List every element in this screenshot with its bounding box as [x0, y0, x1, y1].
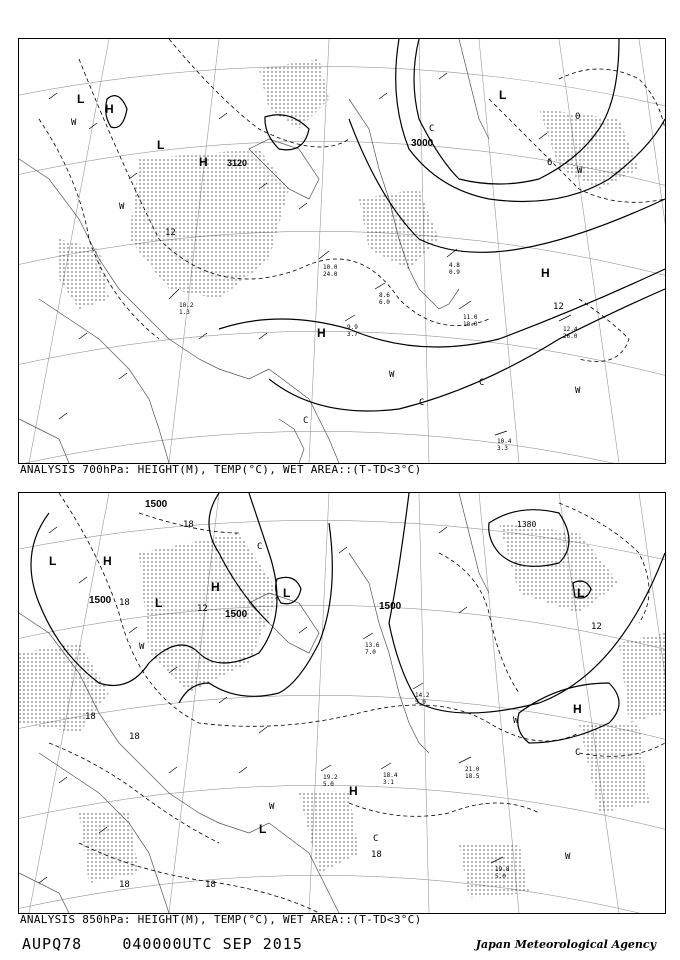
- isotherm-label: 18: [119, 598, 130, 608]
- high-marker: H: [541, 266, 550, 280]
- svg-text:18.0: 18.0: [463, 321, 478, 328]
- caption-700hpa: ANALYSIS 700hPa: HEIGHT(M), TEMP(°C), WET AREA::(T-TD<3°C): [20, 463, 422, 476]
- isotherm-label: 12: [165, 228, 176, 238]
- high-marker: H: [349, 784, 358, 798]
- warm-marker: W: [577, 166, 583, 176]
- high-marker: H: [317, 326, 326, 340]
- low-marker: L: [499, 88, 507, 102]
- station-plot: [363, 633, 380, 656]
- svg-text:21.0: 21.0: [465, 766, 480, 773]
- cold-marker: C: [429, 124, 435, 134]
- contour-label: 1500: [225, 609, 248, 620]
- svg-text:3.7: 3.7: [347, 331, 358, 338]
- warm-marker: W: [71, 118, 77, 128]
- valid-datetime: 040000UTC SEP 2015: [122, 935, 303, 953]
- station-plot: [321, 765, 338, 788]
- isotherm-label: 18: [119, 880, 130, 890]
- isotherm-label: 18: [85, 712, 96, 722]
- contour-label: 1500: [89, 595, 112, 606]
- low-marker: L: [577, 586, 585, 600]
- svg-text:10.2: 10.2: [179, 302, 194, 309]
- svg-text:4.8: 4.8: [449, 262, 460, 269]
- isotherm-label: 18: [371, 850, 382, 860]
- low-marker: L: [49, 554, 57, 568]
- station-plot: [375, 283, 390, 306]
- svg-text:8.6: 8.6: [379, 292, 390, 299]
- svg-text:18.4: 18.4: [383, 772, 398, 779]
- latlon-grid: [19, 39, 665, 463]
- station-plot: [345, 315, 358, 338]
- chart-code: AUPQ78: [22, 935, 83, 953]
- isotherm-label: 18: [129, 732, 140, 742]
- station-plot: [459, 757, 480, 780]
- svg-text:5.0: 5.0: [323, 781, 334, 788]
- agency-name: Japan Meteorological Agency: [475, 938, 656, 951]
- station-plot: [319, 251, 338, 278]
- cold-marker: C: [419, 398, 425, 408]
- svg-text:3.3: 3.3: [497, 445, 508, 452]
- high-marker: H: [199, 155, 208, 169]
- cold-marker: C: [303, 416, 309, 426]
- station-plot: [413, 683, 430, 706]
- svg-text:19.8: 19.8: [495, 866, 510, 873]
- svg-text:19.2: 19.2: [323, 774, 338, 781]
- isotherm-label: 12: [197, 604, 208, 614]
- height-contours: [31, 493, 665, 743]
- svg-text:5.0: 5.0: [415, 699, 426, 706]
- station-plot: [447, 249, 460, 276]
- svg-text:3.1: 3.1: [383, 779, 394, 786]
- station-plot: [495, 431, 512, 452]
- map-850hpa: [19, 493, 665, 913]
- low-marker: L: [155, 596, 163, 610]
- low-marker: L: [77, 92, 85, 106]
- cold-marker: C: [575, 748, 581, 758]
- contour-label: 3120: [227, 158, 248, 168]
- svg-text:11.0: 11.0: [463, 314, 478, 321]
- high-marker: H: [573, 702, 582, 716]
- isotherm-label: 18: [183, 520, 194, 530]
- station-plot: [381, 763, 398, 786]
- caption-850hpa: ANALYSIS 850hPa: HEIGHT(M), TEMP(°C), WET AREA::(T-TD<3°C): [20, 913, 422, 926]
- contour-label: 3000: [411, 138, 434, 149]
- svg-text:1.3: 1.3: [179, 309, 190, 316]
- isotherm-label: 6: [547, 158, 553, 168]
- warm-marker: W: [575, 386, 581, 396]
- isotherm-label: 18: [205, 880, 216, 890]
- chart-code-datetime: [22, 935, 303, 953]
- svg-text:5.0: 5.0: [495, 873, 506, 880]
- warm-marker: W: [565, 852, 571, 862]
- station-plot: [559, 315, 578, 340]
- high-marker: H: [211, 580, 220, 594]
- chart-700hpa: [18, 38, 666, 464]
- svg-text:14.2: 14.2: [415, 692, 430, 699]
- svg-text:10.4: 10.4: [497, 438, 512, 445]
- svg-text:18.5: 18.5: [465, 773, 480, 780]
- warm-marker: W: [389, 370, 395, 380]
- svg-text:6.0: 6.0: [379, 299, 390, 306]
- warm-marker: W: [513, 716, 519, 726]
- station-plot: [459, 301, 478, 328]
- svg-text:24.0: 24.0: [323, 271, 338, 278]
- contour-label: 1380: [517, 520, 537, 529]
- warm-marker: W: [139, 642, 145, 652]
- low-marker: L: [259, 822, 267, 836]
- chart-850hpa: [18, 492, 666, 914]
- isotherm-label: 0: [575, 112, 581, 122]
- cold-marker: C: [479, 378, 485, 388]
- svg-text:26.0: 26.0: [563, 333, 578, 340]
- low-marker: L: [157, 138, 165, 152]
- low-marker: L: [283, 586, 291, 600]
- svg-text:9.9: 9.9: [347, 324, 358, 331]
- svg-text:13.6: 13.6: [365, 642, 380, 649]
- cold-marker: C: [257, 542, 263, 552]
- warm-marker: W: [119, 202, 125, 212]
- contour-label: 1500: [145, 499, 168, 510]
- svg-text:0.9: 0.9: [449, 269, 460, 276]
- svg-text:12.4: 12.4: [563, 326, 578, 333]
- isotherm-label: 12: [591, 622, 602, 632]
- high-marker: H: [105, 102, 114, 116]
- station-plots: [49, 73, 581, 452]
- warm-marker: W: [269, 802, 275, 812]
- wet-area: [59, 59, 639, 309]
- svg-text:7.0: 7.0: [365, 649, 376, 656]
- isotherm-label: 12: [553, 302, 564, 312]
- svg-text:10.0: 10.0: [323, 264, 338, 271]
- cold-marker: C: [373, 834, 379, 844]
- map-700hpa: [19, 39, 665, 463]
- contour-label: 1500: [379, 601, 402, 612]
- high-marker: H: [103, 554, 112, 568]
